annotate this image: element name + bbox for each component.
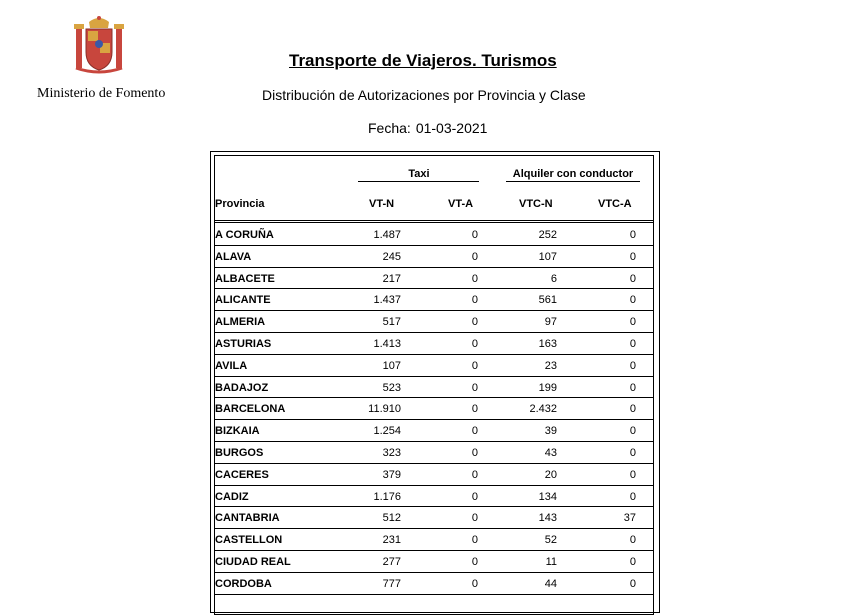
cell-vtn: 517 xyxy=(382,316,401,329)
cell-vtca: 0 xyxy=(629,555,636,568)
cell-vtn: 1.437 xyxy=(373,294,401,307)
cell-vtn: 107 xyxy=(382,359,401,372)
cell-vtca: 0 xyxy=(629,425,636,438)
cell-vtcn: 20 xyxy=(544,468,557,481)
cell-vtn: 1.487 xyxy=(373,229,401,241)
cell-provincia: ASTURIAS xyxy=(215,337,272,350)
table-row xyxy=(214,355,654,377)
cell-provincia: CASTELLON xyxy=(215,534,283,547)
coat-of-arms-logo xyxy=(72,14,126,74)
cell-vtcn: 561 xyxy=(538,294,557,307)
cell-vtca: 0 xyxy=(629,490,636,503)
cell-vta: 0 xyxy=(471,446,478,459)
cell-vta: 0 xyxy=(471,294,478,307)
cell-provincia: ALBACETE xyxy=(215,272,275,285)
cell-provincia: BURGOS xyxy=(215,446,264,459)
cell-vtcn: 39 xyxy=(544,425,557,438)
cell-vtn: 231 xyxy=(382,534,401,547)
cell-vtcn: 44 xyxy=(544,577,557,590)
document-title: Transporte de Viajeros. Turismos xyxy=(289,51,557,70)
column-header-vta: VT-A xyxy=(448,198,474,210)
table-row xyxy=(214,486,654,508)
date-value: 01-03-2021 xyxy=(415,120,488,136)
cell-vtcn: 97 xyxy=(544,316,557,329)
cell-vtca: 0 xyxy=(629,577,636,590)
cell-vtcn: 11 xyxy=(545,555,557,568)
table-row xyxy=(214,289,654,311)
table-body xyxy=(214,224,654,595)
cell-vta: 0 xyxy=(471,316,478,329)
cell-vtca: 37 xyxy=(623,512,636,525)
cell-vtcn: 163 xyxy=(538,337,557,350)
cell-vta: 0 xyxy=(471,229,478,241)
cell-provincia: BADAJOZ xyxy=(215,381,269,394)
cell-provincia: ALICANTE xyxy=(215,294,271,307)
cell-vtn: 11.910 xyxy=(368,403,401,416)
cell-vta: 0 xyxy=(471,381,478,394)
table-row xyxy=(214,333,654,355)
cell-vtn: 277 xyxy=(382,555,401,568)
header-divider xyxy=(214,220,654,223)
alquiler-group-header: Alquiler con conductor xyxy=(512,168,634,180)
cell-vta: 0 xyxy=(471,250,478,263)
document-subtitle: Distribución de Autorizaciones por Provincia y Clase xyxy=(262,87,586,103)
table-row xyxy=(214,529,654,551)
cell-vta: 0 xyxy=(471,534,478,547)
cell-vtn: 217 xyxy=(382,272,401,285)
table-row xyxy=(214,420,654,442)
cell-vtn: 523 xyxy=(382,381,401,394)
cell-vtn: 512 xyxy=(382,512,401,525)
table-row xyxy=(214,464,654,486)
taxi-group-rule xyxy=(358,181,479,182)
cell-provincia: ALMERIA xyxy=(215,316,266,329)
cell-vtcn: 6 xyxy=(550,272,557,285)
cell-vtn: 323 xyxy=(382,446,401,459)
table-row xyxy=(214,224,654,246)
cell-provincia: CANTABRIA xyxy=(215,512,280,525)
table-row xyxy=(214,442,654,464)
cell-provincia: AVILA xyxy=(215,359,248,372)
table-row xyxy=(214,377,654,399)
table-row xyxy=(214,551,654,573)
alquiler-group-rule xyxy=(506,181,640,182)
cell-provincia: CACERES xyxy=(215,468,269,481)
cell-vta: 0 xyxy=(471,468,478,481)
cell-vtca: 0 xyxy=(629,403,636,416)
cell-provincia: CORDOBA xyxy=(215,577,272,590)
table-row xyxy=(214,311,654,333)
cell-vtn: 379 xyxy=(382,468,401,481)
table-row xyxy=(214,398,654,420)
date-label: Fecha: xyxy=(368,120,411,136)
table-row xyxy=(214,246,654,268)
cell-vtca: 0 xyxy=(629,250,636,263)
cell-vtcn: 107 xyxy=(538,250,557,263)
cell-vtca: 0 xyxy=(629,272,636,285)
cell-vtca: 0 xyxy=(629,337,636,350)
cell-vtca: 0 xyxy=(629,229,636,241)
cell-vta: 0 xyxy=(471,512,478,525)
cell-vta: 0 xyxy=(471,555,478,568)
cell-vtca: 0 xyxy=(629,316,636,329)
cell-vtn: 1.176 xyxy=(373,490,401,503)
cell-vtcn: 199 xyxy=(538,381,557,394)
table-row xyxy=(214,268,654,290)
cell-vtcn: 23 xyxy=(544,359,557,372)
cell-provincia: A CORUÑA xyxy=(215,229,274,241)
cell-vta: 0 xyxy=(471,490,478,503)
cell-vtca: 0 xyxy=(629,381,636,394)
cell-vtcn: 43 xyxy=(544,446,557,459)
cell-vtn: 245 xyxy=(382,250,401,263)
cell-vta: 0 xyxy=(471,403,478,416)
cell-vtn: 777 xyxy=(382,577,401,590)
cell-vtca: 0 xyxy=(629,294,636,307)
cell-vtcn: 143 xyxy=(538,512,557,525)
report-date xyxy=(368,120,492,136)
taxi-group-header: Taxi xyxy=(408,168,430,180)
cell-vtcn: 134 xyxy=(538,490,557,503)
cell-vtn: 1.254 xyxy=(373,425,401,438)
cell-vta: 0 xyxy=(471,577,478,590)
column-header-vtca: VTC-A xyxy=(598,198,632,210)
cell-provincia: BARCELONA xyxy=(215,403,286,416)
table-row xyxy=(214,573,654,595)
cell-provincia: BIZKAIA xyxy=(215,425,260,438)
column-header-vtcn: VTC-N xyxy=(519,198,553,210)
cell-vtca: 0 xyxy=(629,534,636,547)
column-header-provincia: Provincia xyxy=(215,198,265,210)
table-row xyxy=(214,507,654,529)
cell-vta: 0 xyxy=(471,359,478,372)
cell-vtcn: 2.432 xyxy=(529,403,557,416)
cell-vtca: 0 xyxy=(629,468,636,481)
cell-provincia: CIUDAD REAL xyxy=(215,555,291,568)
cell-provincia: ALAVA xyxy=(215,250,252,263)
cell-vtca: 0 xyxy=(629,446,636,459)
cell-provincia: CADIZ xyxy=(215,490,249,503)
cell-vtcn: 252 xyxy=(538,229,557,241)
cell-vtn: 1.413 xyxy=(373,337,401,350)
cell-vtca: 0 xyxy=(629,359,636,372)
cell-vta: 0 xyxy=(471,272,478,285)
column-header-vtn: VT-N xyxy=(369,198,395,210)
ministry-name: Ministerio de Fomento xyxy=(37,86,166,101)
cell-vta: 0 xyxy=(471,337,478,350)
cell-vtcn: 52 xyxy=(544,534,557,547)
cell-vta: 0 xyxy=(471,425,478,438)
